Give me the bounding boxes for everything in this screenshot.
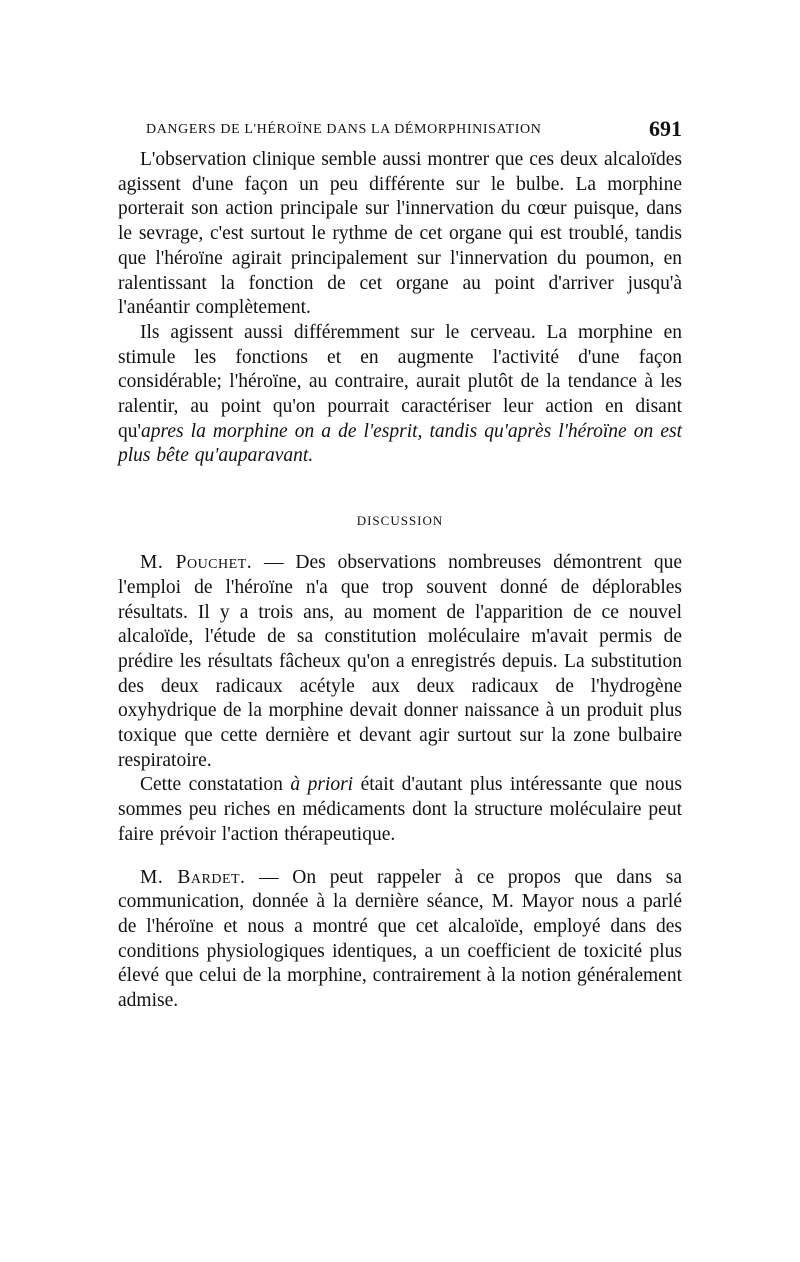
paragraph-bardet xyxy=(118,866,682,1014)
speaker-bardet: M. Bardet. xyxy=(140,866,246,888)
paragraph-bulbe: L'observation clinique semble aussi montrer que ces deux alcaloïdes agissent d'une façon un peu différente sur le bulbe. La morphine porterait son action principale sur l'innervation du cœur puisque, dans le sevrage, c'est surtout le rythme de cet organe qui est troublé, tandis que l'héroïne agirait principalement sur l'innervation du poumon, en ralentissant la fonction de cet organe au point d'arriver jusqu'à l'anéantir complètement. xyxy=(118,149,682,319)
paragraph-bardet-text: — On peut rappeler à ce propos que dans sa communication, donnée à la dernière séance, M. Mayor nous a parlé de l'héroïne et nous a montré que cet alcaloïde, employé dans des conditions physiologiques identiques, a un coefficient de toxicité plus élevé que celui de la morphine, contrairement à la notion généralement admise. xyxy=(118,866,682,1012)
running-header xyxy=(146,116,682,146)
paragraph-pouchet xyxy=(118,551,682,773)
paragraph-cerveau xyxy=(118,321,682,469)
paragraph-constatation-start: Cette constatation xyxy=(140,774,291,796)
paragraph-cerveau-italic: apres la morphine on a de l'esprit, tandis qu'après l'héroïne on est plus bête qu'auparavant. xyxy=(118,420,682,467)
running-title: DANGERS DE L'HÉROÏNE DANS LA DÉMORPHINISATION xyxy=(146,122,542,137)
speaker-pouchet: M. Pouchet. xyxy=(140,552,253,574)
paragraph-pouchet-text: — Des observations nombreuses démontrent que l'emploi de l'héroïne n'a que trop souvent donné de déplorables résultats. Il y a trois ans, au moment de l'apparition de ce nouvel alcaloïde, l'étude de sa constitution moléculaire m'avait permis de prédire les résultats fâcheux qu'on a enregistrés depuis. La substitution des deux radicaux acétyle aux deux radicaux de l'hydrogène oxyhydrique de la morphine devait donner naissance à un produit plus toxique que cette dernière et devant agir surtout sur la zone bulbaire respiratoire. xyxy=(118,552,682,771)
page-number: 691 xyxy=(649,116,682,141)
paragraph-constatation-end: était d'autant plus intéressante que nous sommes peu riches en médicaments dont la structure moléculaire peut faire prévoir l'action thérapeutique. xyxy=(118,774,682,845)
paragraph-cerveau-text: Ils agissent aussi différemment sur le cerveau. La morphine en stimule les fonctions et en augmente l'activité d'une façon considérable; l'héroïne, au contraire, aurait plutôt de la tendance à les ralentir, au point qu'on pourrait caractériser leur action en disant qu' xyxy=(118,321,682,442)
discussion-heading: DISCUSSION xyxy=(356,513,444,529)
body-text xyxy=(118,148,682,1014)
paragraph-constatation-italic: à priori xyxy=(290,774,354,796)
paragraph-constatation xyxy=(118,773,682,847)
